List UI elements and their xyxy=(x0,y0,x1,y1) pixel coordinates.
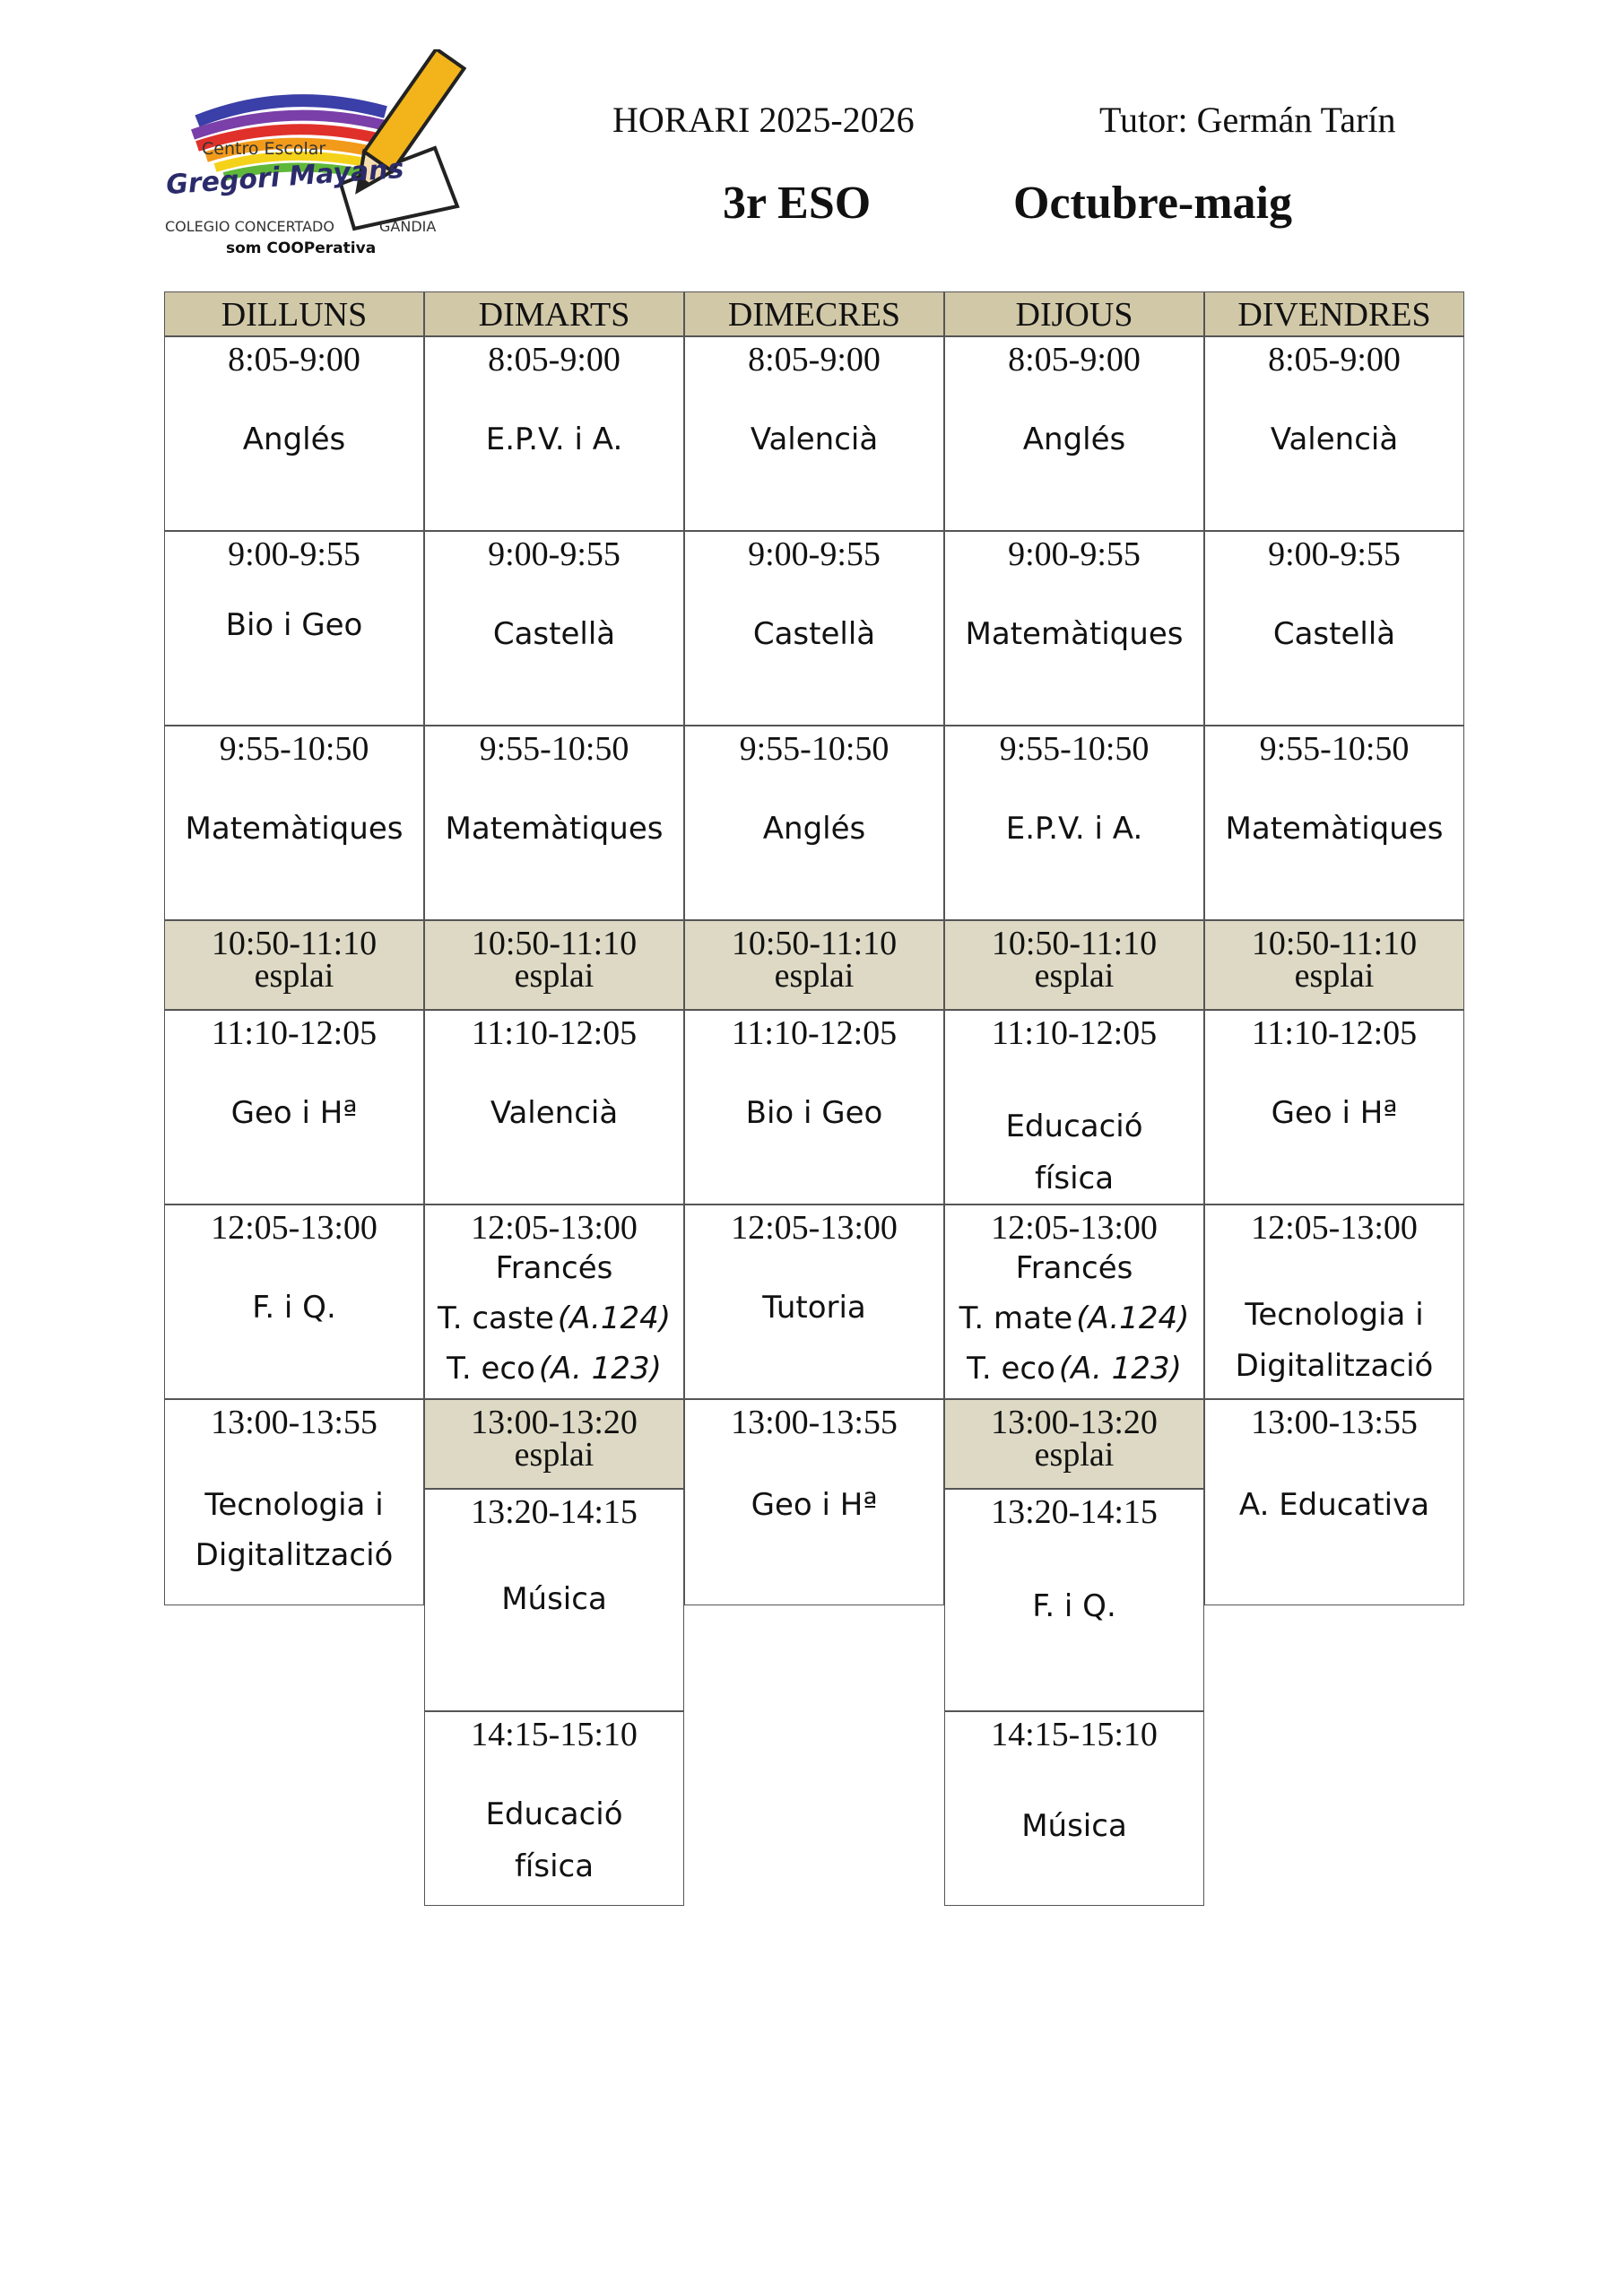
timetable-cell xyxy=(684,531,944,726)
cell-time: 9:55-10:50 xyxy=(479,730,629,768)
cell-time: 9:55-10:50 xyxy=(1259,730,1410,768)
break-cell xyxy=(424,1399,684,1489)
cell-room: (A. 123) xyxy=(1058,1351,1182,1387)
day-header-dilluns: DILLUNS xyxy=(164,291,424,336)
timetable-cell xyxy=(684,726,944,920)
timetable-cell xyxy=(424,1205,684,1399)
cell-subject: E.P.V. i A. xyxy=(485,422,623,457)
timetable-cell xyxy=(944,726,1204,920)
timetable-cell xyxy=(164,1399,424,1605)
timetable xyxy=(164,291,1464,1906)
cell-time: 13:20-14:15 xyxy=(991,1493,1158,1531)
break-cell xyxy=(1204,920,1464,1010)
cell-time: 13:00-13:55 xyxy=(1251,1404,1418,1441)
cell-subject: Digitalització xyxy=(195,1537,394,1573)
cell-time: 12:05-13:00 xyxy=(731,1209,898,1247)
cell-subject: F. i Q. xyxy=(1032,1588,1116,1624)
cell-time: 9:55-10:50 xyxy=(999,730,1150,768)
cell-time: 8:05-9:00 xyxy=(228,341,360,378)
timetable-cell xyxy=(944,1489,1204,1711)
cell-time: 11:10-12:05 xyxy=(1251,1014,1418,1052)
timetable-cell xyxy=(424,336,684,531)
logo-school-name: Gregori Mayans xyxy=(165,152,405,202)
day-header-dijous: DIJOUS xyxy=(944,291,1204,336)
cell-subject: Geo i Hª xyxy=(1271,1095,1398,1131)
break-label: esplai xyxy=(1294,957,1375,995)
timetable-cell xyxy=(164,531,424,726)
cell-time: 10:50-11:10 xyxy=(731,925,898,962)
timetable-cell xyxy=(1204,531,1464,726)
break-cell xyxy=(424,920,684,1010)
cell-time: 9:55-10:50 xyxy=(739,730,890,768)
timetable-cell xyxy=(424,1489,684,1711)
cell-time: 11:10-12:05 xyxy=(211,1014,378,1052)
timetable-cell xyxy=(944,336,1204,531)
timetable-cell xyxy=(1204,1205,1464,1399)
cell-subject: Educació física xyxy=(1005,1109,1143,1196)
break-label: esplai xyxy=(514,1436,595,1474)
break-label: esplai xyxy=(254,957,334,995)
timetable-cell xyxy=(424,1711,684,1906)
timetable-cell xyxy=(1204,726,1464,920)
cell-subject: Geo i Hª xyxy=(230,1095,358,1131)
timetable-cell xyxy=(684,1399,944,1605)
cell-time: 12:05-13:00 xyxy=(1251,1209,1418,1247)
cell-time: 8:05-9:00 xyxy=(488,341,621,378)
cell-room: (A.124) xyxy=(557,1300,671,1336)
break-label: esplai xyxy=(774,957,855,995)
tutor-name: Tutor: Germán Tarín xyxy=(1099,100,1396,140)
cell-subject: Música xyxy=(501,1581,607,1617)
cell-subject: Matemàtiques xyxy=(445,811,664,847)
cell-subject: Matemàtiques xyxy=(1225,811,1444,847)
cell-time: 10:50-11:10 xyxy=(211,925,378,962)
timetable-cell xyxy=(164,1205,424,1399)
timetable-cell xyxy=(1204,336,1464,531)
cell-subject: Educació xyxy=(485,1796,623,1832)
cell-subject: Bio i Geo xyxy=(225,607,363,643)
cell-subject: Anglés xyxy=(242,422,346,457)
logo-cooperative: som COOPerativa xyxy=(226,239,377,257)
cell-time: 11:10-12:05 xyxy=(991,1014,1158,1052)
cell-time: 9:55-10:50 xyxy=(219,730,369,768)
day-header-dimarts: DIMARTS xyxy=(424,291,684,336)
cell-room: (A. 123) xyxy=(538,1351,662,1387)
timetable-cell xyxy=(944,1205,1204,1399)
school-logo xyxy=(161,49,466,274)
break-cell xyxy=(944,1399,1204,1489)
cell-subject-option: T. eco xyxy=(447,1351,535,1387)
cell-subject-option: T. eco xyxy=(967,1351,1055,1387)
cell-subject: Francés xyxy=(1015,1250,1133,1286)
cell-time: 13:00-13:20 xyxy=(471,1404,638,1441)
cell-time: 9:00-9:55 xyxy=(488,535,621,573)
cell-subject: Valencià xyxy=(750,422,879,457)
cell-time: 10:50-11:10 xyxy=(471,925,638,962)
cell-time: 10:50-11:10 xyxy=(991,925,1158,962)
timetable-cell xyxy=(944,1010,1204,1205)
cell-time: 13:00-13:55 xyxy=(731,1404,898,1441)
cell-subject: física xyxy=(514,1848,595,1884)
cell-subject: E.P.V. i A. xyxy=(1005,811,1143,847)
timetable-cell xyxy=(944,531,1204,726)
break-cell xyxy=(944,920,1204,1010)
cell-time: 11:10-12:05 xyxy=(471,1014,638,1052)
cell-subject: Castellà xyxy=(492,616,616,652)
timetable-cell xyxy=(164,726,424,920)
day-header-dimecres: DIMECRES xyxy=(684,291,944,336)
cell-subject: Digitalització xyxy=(1235,1348,1434,1384)
cell-subject: Anglés xyxy=(762,811,866,847)
timetable-cell xyxy=(684,1010,944,1205)
timetable-cell xyxy=(684,336,944,531)
cell-subject: A. Educativa xyxy=(1238,1487,1430,1523)
cell-time: 10:50-11:10 xyxy=(1251,925,1418,962)
break-cell xyxy=(164,920,424,1010)
break-label: esplai xyxy=(1034,957,1115,995)
cell-subject: Castellà xyxy=(1272,616,1396,652)
timetable-cell xyxy=(684,1205,944,1399)
cell-subject: Geo i Hª xyxy=(751,1487,878,1523)
break-cell xyxy=(684,920,944,1010)
cell-subject: Valencià xyxy=(490,1095,619,1131)
cell-subject: Tecnologia i xyxy=(204,1487,384,1523)
timetable-cell xyxy=(424,726,684,920)
day-header-divendres: DIVENDRES xyxy=(1204,291,1464,336)
timetable-cell xyxy=(1204,1399,1464,1605)
cell-time: 13:20-14:15 xyxy=(471,1493,638,1531)
cell-subject: Tecnologia i xyxy=(1245,1297,1424,1333)
cell-subject: Tutoria xyxy=(762,1290,866,1326)
schedule-title: HORARI 2025-2026 xyxy=(612,100,915,140)
course-name: 3r ESO xyxy=(723,178,872,229)
cell-subject: Música xyxy=(1021,1808,1127,1844)
cell-subject: Valencià xyxy=(1270,422,1399,457)
cell-subject: Francés xyxy=(495,1250,613,1286)
cell-time: 12:05-13:00 xyxy=(991,1209,1158,1247)
schedule-period: Octubre-maig xyxy=(1013,178,1292,229)
break-label: esplai xyxy=(1034,1436,1115,1474)
cell-time: 9:00-9:55 xyxy=(1008,535,1141,573)
timetable-cell xyxy=(1204,1010,1464,1205)
cell-time: 8:05-9:00 xyxy=(748,341,881,378)
cell-subject: Bio i Geo xyxy=(745,1095,883,1131)
logo-subtitle-left: COLEGIO CONCERTADO xyxy=(165,218,334,235)
cell-subject: Castellà xyxy=(752,616,876,652)
timetable-cell xyxy=(164,336,424,531)
cell-time: 9:00-9:55 xyxy=(228,535,360,573)
cell-time: 14:15-15:10 xyxy=(471,1716,638,1753)
cell-time: 8:05-9:00 xyxy=(1268,341,1401,378)
logo-school-label: Centro Escolar xyxy=(202,139,326,159)
timetable-cell xyxy=(424,1010,684,1205)
cell-subject: F. i Q. xyxy=(252,1290,336,1326)
logo-subtitle-right: GANDIA xyxy=(379,218,437,235)
cell-subject: Matemàtiques xyxy=(185,811,404,847)
cell-room: (A.124) xyxy=(1076,1300,1190,1336)
cell-time: 8:05-9:00 xyxy=(1008,341,1141,378)
timetable-cell xyxy=(944,1711,1204,1906)
cell-subject: Matemàtiques xyxy=(965,616,1184,652)
cell-time: 13:00-13:55 xyxy=(211,1404,378,1441)
cell-time: 9:00-9:55 xyxy=(748,535,881,573)
cell-subject-option: T. caste xyxy=(438,1300,554,1336)
cell-subject-option: T. mate xyxy=(959,1300,1073,1336)
break-label: esplai xyxy=(514,957,595,995)
cell-time: 9:00-9:55 xyxy=(1268,535,1401,573)
timetable-cell xyxy=(164,1010,424,1205)
cell-subject: Anglés xyxy=(1022,422,1126,457)
cell-time: 14:15-15:10 xyxy=(991,1716,1158,1753)
cell-time: 13:00-13:20 xyxy=(991,1404,1158,1441)
cell-time: 11:10-12:05 xyxy=(731,1014,898,1052)
cell-time: 12:05-13:00 xyxy=(471,1209,638,1247)
timetable-cell xyxy=(424,531,684,726)
cell-time: 12:05-13:00 xyxy=(211,1209,378,1247)
